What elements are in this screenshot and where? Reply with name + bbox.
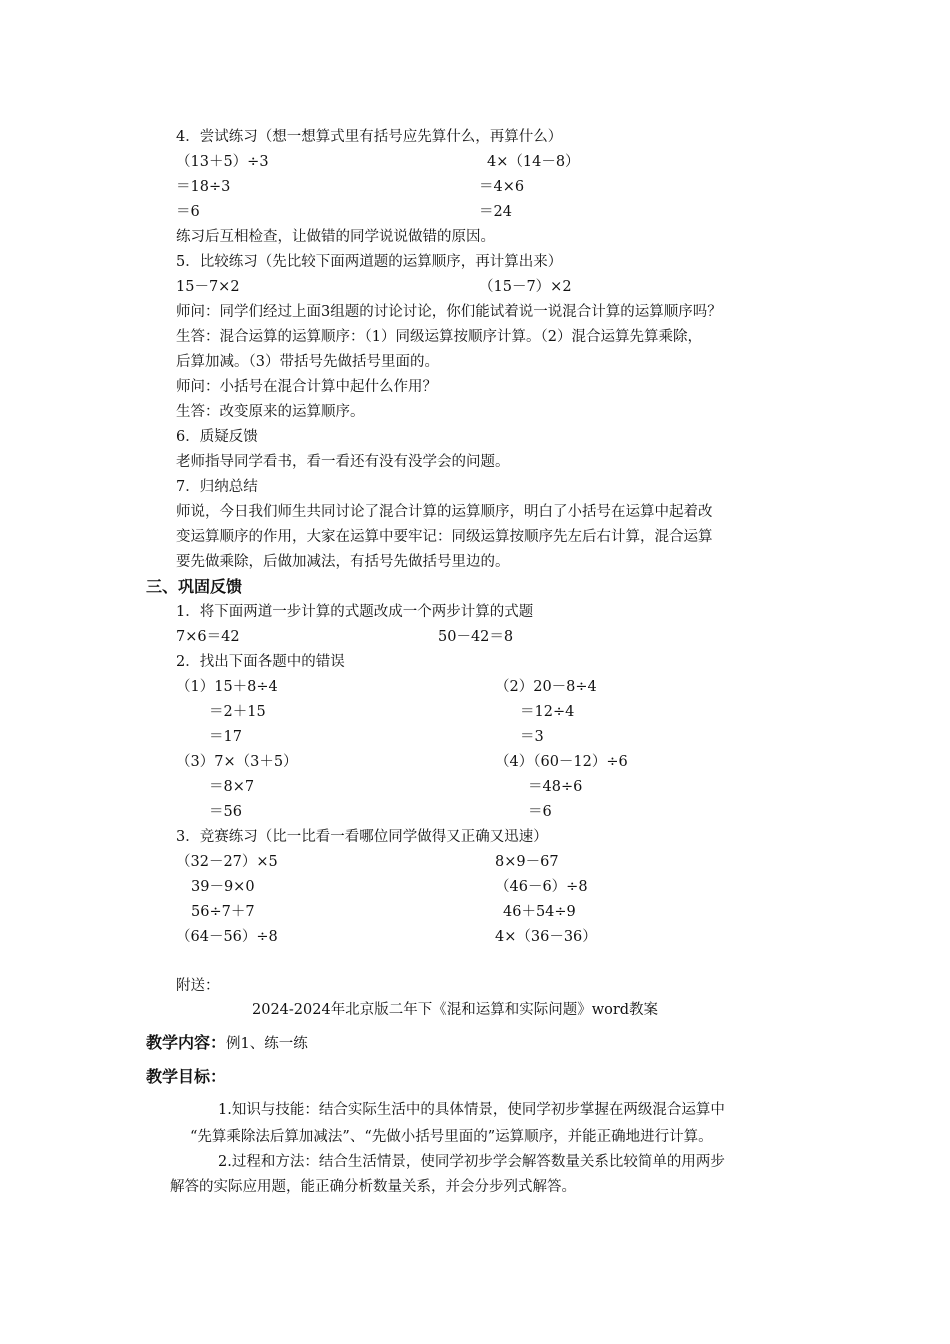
text-line: 要先做乘除，后做加减法，有括号先做括号里边的。 [176,554,510,570]
text-line: 解答的实际应用题，能正确分析数量关系，并会分步列式解答。 [170,1179,576,1195]
text-line: 5．比较练习（先比较下面两道题的运算顺序，再计算出来） [176,254,563,270]
text-line: 2.过程和方法：结合生活情景，使同学初步学会解答数量关系比较简单的用两步 [218,1154,725,1170]
section-heading: 三、巩固反馈 [146,577,243,596]
equation-left: ＝56 [209,804,242,820]
equation-right: ＝4×6 [479,179,525,195]
equation-left: ＝8×7 [209,779,255,795]
equation-left: 56÷7＋7 [191,904,255,920]
equation-left: 15－7×2 [176,279,240,295]
lesson-content [146,1032,308,1055]
equation-left: （64－56）÷8 [176,929,278,945]
text-line: 1.知识与技能：结合实际生活中的具体情景，使同学初步掌握在两级混合运算中 [218,1102,725,1118]
equation-right: 4×（14－8） [487,154,580,170]
equation-right: （4）（60－12）÷6 [495,754,628,770]
equation-left: 7×6＝42 [176,629,240,645]
text-line: 师问：同学们经过上面3组题的讨论讨论，你们能试着说一说混合计算的运算顺序吗？ [176,304,722,320]
equation-left: ＝17 [209,729,242,745]
text-line: 1．将下面两道一步计算的式题改成一个两步计算的式题 [176,604,534,620]
text-line: 练习后互相检查，让做错的同学说说做错的原因。 [176,229,495,245]
equation-right: （46－6）÷8 [495,879,588,895]
text-line: 变运算顺序的作用，大家在运算中要牢记：同级运算按顺序先左后右计算，混合运算 [176,529,713,545]
equation-left: （1）15＋8÷4 [176,679,278,695]
text-line: 3．竞赛练习（比一比看一看哪位同学做得又正确又迅速） [176,829,548,845]
equation-left: 39－9×0 [191,879,255,895]
equation-right: 50－42＝8 [438,629,514,645]
equation-left: （3）7×（3＋5） [176,754,298,770]
document-title: 2024-2024年北京版二年下《混和运算和实际问题》word教案 [252,1002,659,1018]
equation-left: （13＋5）÷3 [176,154,269,170]
text-line: 2．找出下面各题中的错误 [176,654,345,670]
equation-left: ＝6 [176,204,200,220]
text-line: 4．尝试练习（想一想算式里有括号应先算什么，再算什么） [176,129,563,145]
text-line: 生答：改变原来的运算顺序。 [176,404,365,420]
equation-right: （2）20－8÷4 [495,679,597,695]
equation-right: 8×9－67 [495,854,559,870]
lesson-content-value: 例1、练一练 [226,1036,308,1052]
equation-right: 46＋54÷9 [503,904,576,920]
text-line: 6．质疑反馈 [176,429,258,445]
equation-left: ＝2＋15 [209,704,266,720]
lesson-content-label: 教学内容： [146,1033,227,1052]
equation-right: ＝12÷4 [520,704,575,720]
equation-right: ＝3 [520,729,544,745]
equation-right: ＝6 [528,804,552,820]
text-line: “先算乘除法后算加减法”、“先做小括号里面的”运算顺序，并能正确地进行计算。 [190,1129,713,1145]
equation-right: （15－7）×2 [479,279,572,295]
text-line: 后算加减。（3）带括号先做括号里面的。 [176,354,439,370]
equation-left: （32－27）×5 [176,854,278,870]
appendix-label: 附送： [176,978,220,994]
text-line: 师说，今日我们师生共同讨论了混合计算的运算顺序，明白了小括号在运算中起着改 [176,504,713,520]
text-line: 7．归纳总结 [176,479,258,495]
equation-right: 4×（36－36） [495,929,597,945]
equation-right: ＝48÷6 [528,779,583,795]
text-line: 生答：混合运算的运算顺序：（1）同级运算按顺序计算。（2）混合运算先算乘除， [176,329,702,345]
equation-left: ＝18÷3 [176,179,231,195]
equation-right: ＝24 [479,204,512,220]
lesson-goal-label: 教学目标： [146,1067,227,1086]
text-line: 师问：小括号在混合计算中起什么作用？ [176,379,437,395]
text-line: 老师指导同学看书，看一看还有没有没学会的问题。 [176,454,510,470]
